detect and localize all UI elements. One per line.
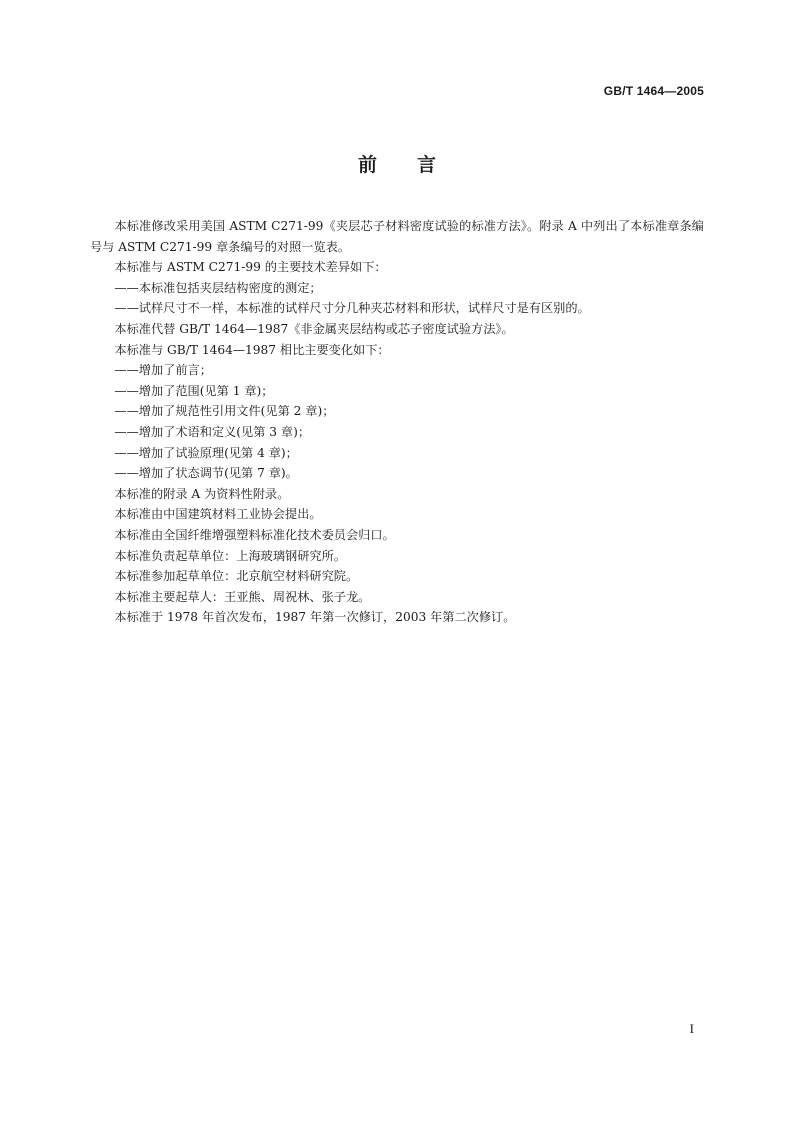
list-item: ——本标准包括夹层结构密度的测定； xyxy=(114,280,322,295)
paragraph: 本标准与 ASTM C271-99 的主要技术差异如下： xyxy=(114,260,387,275)
paragraph: 本标准负责起草单位：上海玻璃钢研究所。 xyxy=(114,548,346,563)
foreword-body xyxy=(90,216,704,628)
paragraph: 本标准由中国建筑材料工业协会提出。 xyxy=(114,507,322,522)
paragraph: 本标准与 GB/T 1464—1987 相比主要变化如下： xyxy=(114,342,390,357)
list-item: ——增加了前言； xyxy=(114,363,212,378)
paragraph: 本标准于 1978 年首次发布，1987 年第一次修订，2003 年第二次修订。 xyxy=(114,610,516,625)
list-item: ——增加了范围(见第 1 章)； xyxy=(114,383,274,398)
page-title: 前言 xyxy=(357,154,476,176)
paragraph: 本标准代替 GB/T 1464—1987《非金属夹层结构或芯子密度试验方法》。 xyxy=(114,321,514,336)
standard-number: GB/T 1464—2005 xyxy=(603,84,704,98)
list-item: ——试样尺寸不一样，本标准的试样尺寸分几种夹芯材料和形状，试样尺寸是有区别的。 xyxy=(114,301,590,316)
list-item: ——增加了状态调节(见第 7 章)。 xyxy=(114,466,298,481)
list-item: ——增加了试验原理(见第 4 章)； xyxy=(114,445,298,460)
list-item: ——增加了规范性引用文件(见第 2 章)； xyxy=(114,404,335,419)
paragraph: 本标准的附录 A 为资料性附录。 xyxy=(114,486,290,501)
paragraph: 本标准主要起草人：王亚熊、周祝林、张子龙。 xyxy=(114,589,371,604)
paragraph: 本标准参加起草单位：北京航空材料研究院。 xyxy=(114,569,359,584)
list-item: ——增加了术语和定义(见第 3 章)； xyxy=(114,424,311,439)
page-number: I xyxy=(689,1021,694,1036)
paragraph: 本标准由全国纤维增强塑料标准化技术委员会归口。 xyxy=(114,527,395,542)
paragraph: 本标准修改采用美国 ASTM C271-99《夹层芯子材料密度试验的标准方法》。附录 A 中列出了本标准章条编号与 ASTM C271-99 章条编号的对照一览表。 xyxy=(90,219,704,254)
